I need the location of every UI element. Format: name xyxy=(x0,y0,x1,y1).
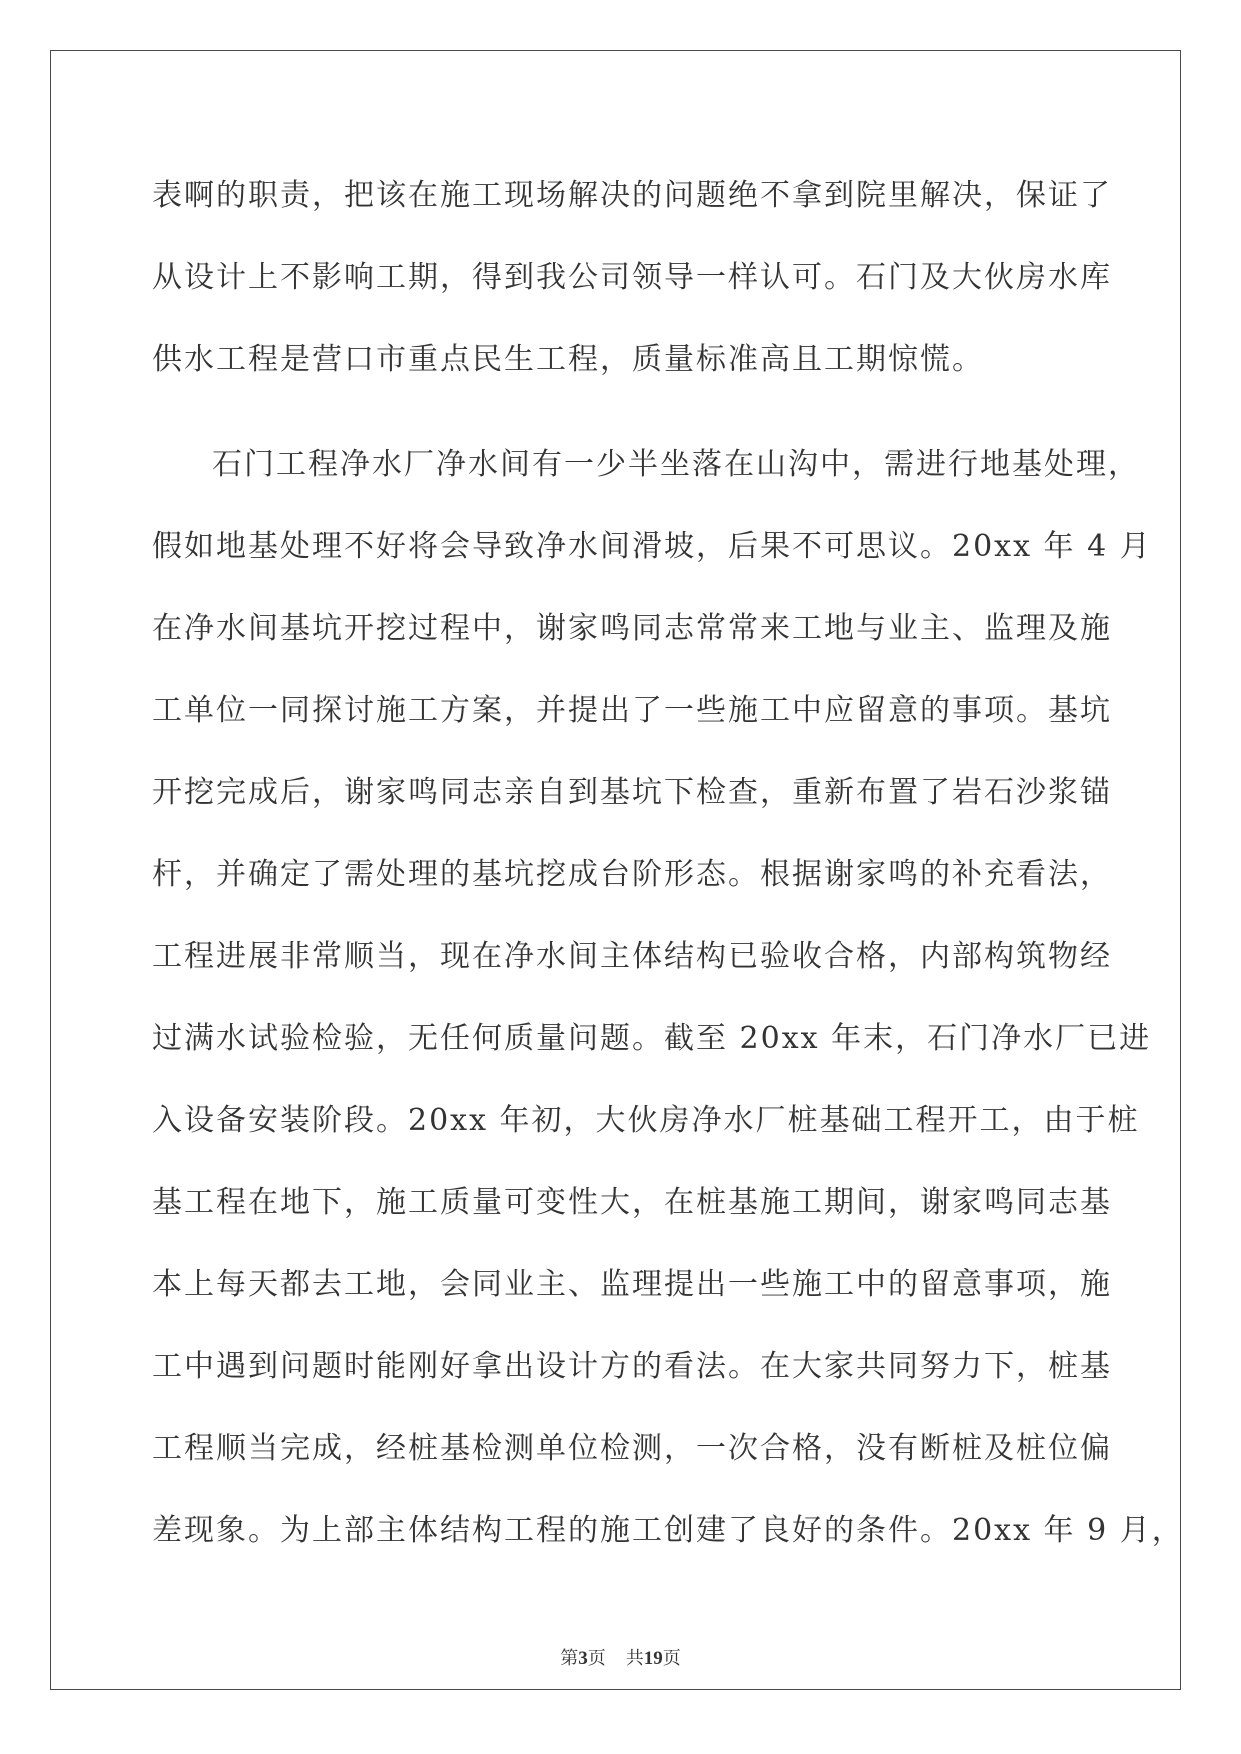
text-line: 在净水间基坑开挖过程中，谢家鸣同志常常来工地与业主、监理及施 xyxy=(152,611,1112,646)
text-line: 工单位一同探讨施工方案，并提出了一些施工中应留意的事项。基坑 xyxy=(152,693,1112,728)
text-line: 石门工程净水厂净水间有一少半坐落在山沟中，需进行地基处理， xyxy=(212,447,1140,482)
text-line: 本上每天都去工地，会同业主、监理提出一些施工中的留意事项，施 xyxy=(152,1267,1112,1302)
text-line: 差现象。为上部主体结构工程的施工创建了良好的条件。20xx 年 9 月， xyxy=(152,1513,1184,1548)
text-line: 供水工程是营口市重点民生工程，质量标准高且工期惊慌。 xyxy=(152,342,984,377)
total-suffix: 页 xyxy=(662,1648,681,1669)
page-prefix: 第 xyxy=(560,1648,579,1669)
text-line: 工程进展非常顺当，现在净水间主体结构已验收合格，内部构筑物经 xyxy=(152,939,1112,974)
document-body xyxy=(152,155,1184,1572)
text-line: 开挖完成后，谢家鸣同志亲自到基坑下检查，重新布置了岩石沙浆锚 xyxy=(152,775,1112,810)
text-line: 工程顺当完成，经桩基检测单位检测，一次合格，没有断桩及桩位偏 xyxy=(152,1431,1112,1466)
text-line: 基工程在地下，施工质量可变性大，在桩基施工期间，谢家鸣同志基 xyxy=(152,1185,1112,1220)
text-line: 杆，并确定了需处理的基坑挖成台阶形态。根据谢家鸣的补充看法， xyxy=(152,857,1112,892)
text-line: 入设备安装阶段。20xx 年初，大伙房净水厂桩基础工程开工，由于桩 xyxy=(152,1103,1140,1138)
page-number: 3 xyxy=(578,1648,588,1669)
text-line: 工中遇到问题时能刚好拿出设计方的看法。在大家共同努力下，桩基 xyxy=(152,1349,1112,1384)
page-suffix: 页 xyxy=(587,1648,606,1669)
total-pages: 19 xyxy=(643,1648,663,1669)
text-line: 表啊的职责，把该在施工现场解决的问题绝不拿到院里解决，保证了 xyxy=(152,178,1112,213)
text-line: 从设计上不影响工期，得到我公司领导一样认可。石门及大伙房水库 xyxy=(152,260,1112,295)
total-prefix: 共 xyxy=(625,1648,644,1669)
page-footer xyxy=(0,1644,1241,1670)
text-line: 过满水试验检验，无任何质量问题。截至 20xx 年末，石门净水厂已进 xyxy=(152,1021,1152,1056)
text-line: 假如地基处理不好将会导致净水间滑坡，后果不可思议。20xx 年 4 月 xyxy=(152,529,1152,564)
